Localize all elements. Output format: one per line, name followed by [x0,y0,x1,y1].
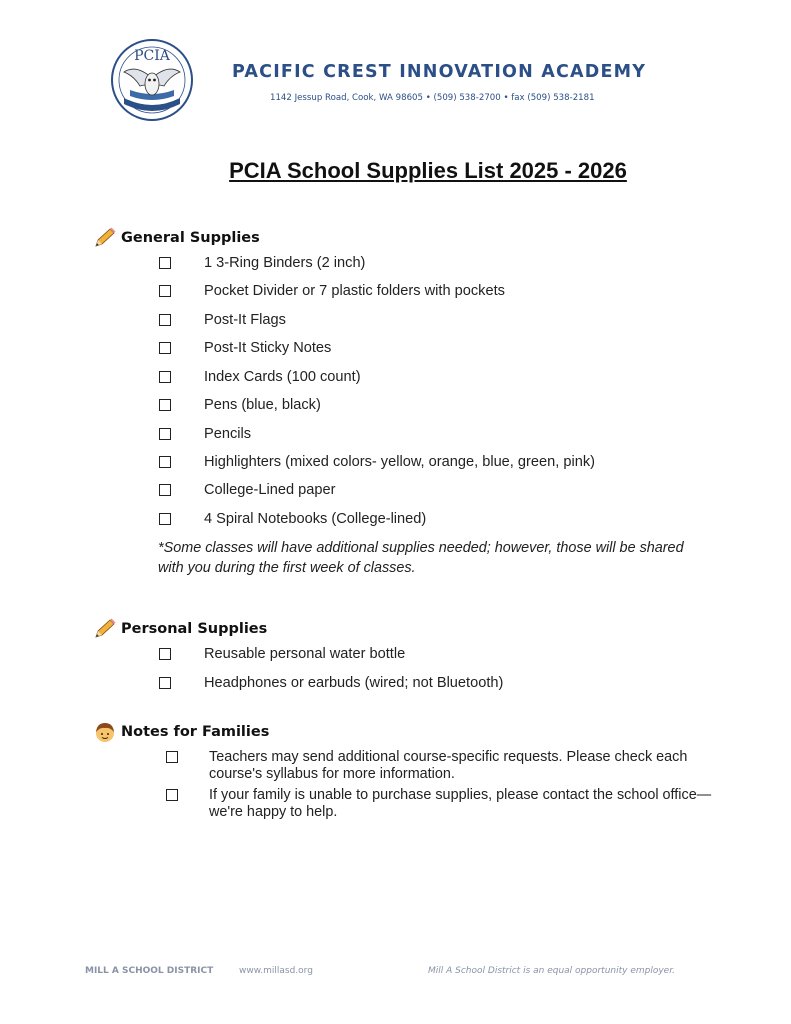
checklist-item: Highlighters (mixed colors- yellow, orange, blue, green, pink) [159,452,171,472]
footer-website[interactable]: www.millasd.org [239,966,313,976]
footer-district: MILL A SCHOOL DISTRICT [85,966,214,976]
pencil-icon [93,618,117,640]
section-heading-text: General Supplies [121,230,260,246]
pencil-icon [93,227,117,249]
checkbox[interactable] [159,456,171,468]
checkbox[interactable] [159,677,171,689]
checklist-item: Index Cards (100 count) [159,367,171,387]
school-name: PACIFIC CREST INNOVATION ACADEMY [232,62,647,82]
footer-eeo: Mill A School District is an equal opportunity employer. [428,966,675,976]
checkbox[interactable] [166,789,178,801]
checkbox[interactable] [166,751,178,763]
checkbox[interactable] [159,648,171,660]
checkbox[interactable] [159,513,171,525]
checkbox[interactable] [159,342,171,354]
checklist-item: Pocket Divider or 7 plastic folders with pockets [159,281,171,301]
checklist-item: College-Lined paper [159,480,171,500]
checkbox[interactable] [159,257,171,269]
checkbox[interactable] [159,285,171,297]
checklist-item: Reusable personal water bottle [159,644,171,664]
section-heading-text: Personal Supplies [121,621,268,637]
section-heading-families [93,720,269,744]
checklist-item: 1 3-Ring Binders (2 inch) [159,253,171,273]
checkbox[interactable] [159,314,171,326]
checklist-item: Pencils [159,424,171,444]
checklist-item: Post-It Sticky Notes [159,338,171,358]
checkbox[interactable] [159,484,171,496]
checklist-item: Headphones or earbuds (wired; not Bluetooth) [159,673,171,693]
school-address: 1142 Jessup Road, Cook, WA 98605 • (509) 538-2700 • fax (509) 538-2181 [270,93,595,103]
checklist-item: Pens (blue, black) [159,395,171,415]
checklist-item: Post-It Flags [159,310,171,330]
supplies-note: *Some classes will have additional supplies needed; however, those will be shared with you during the first week of classes. [158,540,684,576]
checkbox[interactable] [159,399,171,411]
page-title: PCIA School Supplies List 2025 - 2026 [229,158,627,183]
section-heading-general [93,226,260,250]
checkbox[interactable] [159,428,171,440]
section-heading-text: Notes for Families [121,724,270,740]
section-heading-personal [93,617,267,641]
logo-text: PCIA [134,48,170,64]
child-icon [93,721,117,743]
checklist-item: 4 Spiral Notebooks (College-lined) [159,509,171,529]
school-logo [110,38,194,122]
checkbox[interactable] [159,371,171,383]
